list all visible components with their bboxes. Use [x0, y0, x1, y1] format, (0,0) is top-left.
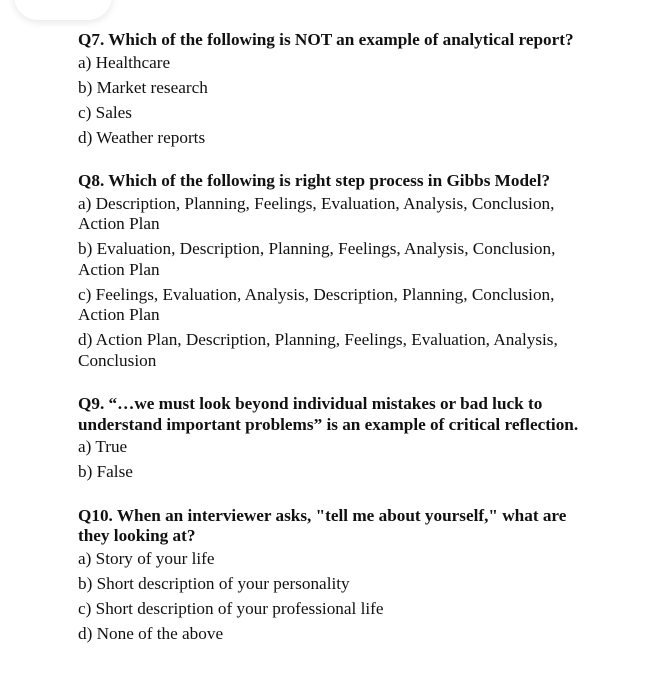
option-d: d) Weather reports [78, 127, 206, 147]
option-c: c) Sales [78, 102, 132, 122]
option-a: a) Description, Planning, Feelings, Evaluation, Analysis, Conclusion, Action Plan [78, 193, 555, 233]
question-title: Q7. Which of the following is NOT an example of analytical report? [78, 30, 574, 49]
top-corner-shape [14, 0, 112, 20]
option-d: d) Action Plan, Description, Planning, Feelings, Evaluation, Analysis, Conclusion [78, 330, 558, 370]
quiz-page [78, 30, 598, 667]
question-q9 [78, 394, 598, 483]
option-a: a) Story of your life [78, 548, 215, 568]
question-q7 [78, 30, 598, 148]
option-b: b) Short description of your personality [78, 573, 350, 593]
question-q8 [78, 171, 598, 371]
question-title: Q9. “…we must look beyond individual mistakes or bad luck to understand important problems” is an example of critical reflection. [78, 394, 579, 434]
question-title: Q8. Which of the following is right step process in Gibbs Model? [78, 171, 551, 190]
question-title: Q10. When an interviewer asks, "tell me about yourself," what are they looking at? [78, 505, 567, 545]
option-c: c) Feelings, Evaluation, Analysis, Description, Planning, Conclusion, Action Plan [78, 284, 555, 324]
option-b: b) Evaluation, Description, Planning, Feelings, Analysis, Conclusion, Action Plan [78, 239, 556, 279]
option-a: a) Healthcare [78, 52, 171, 72]
option-c: c) Short description of your professional life [78, 598, 384, 618]
option-b: b) False [78, 462, 133, 481]
option-a: a) True [78, 437, 128, 456]
question-q10 [78, 506, 598, 645]
option-b: b) Market research [78, 77, 208, 97]
option-d: d) None of the above [78, 623, 224, 643]
